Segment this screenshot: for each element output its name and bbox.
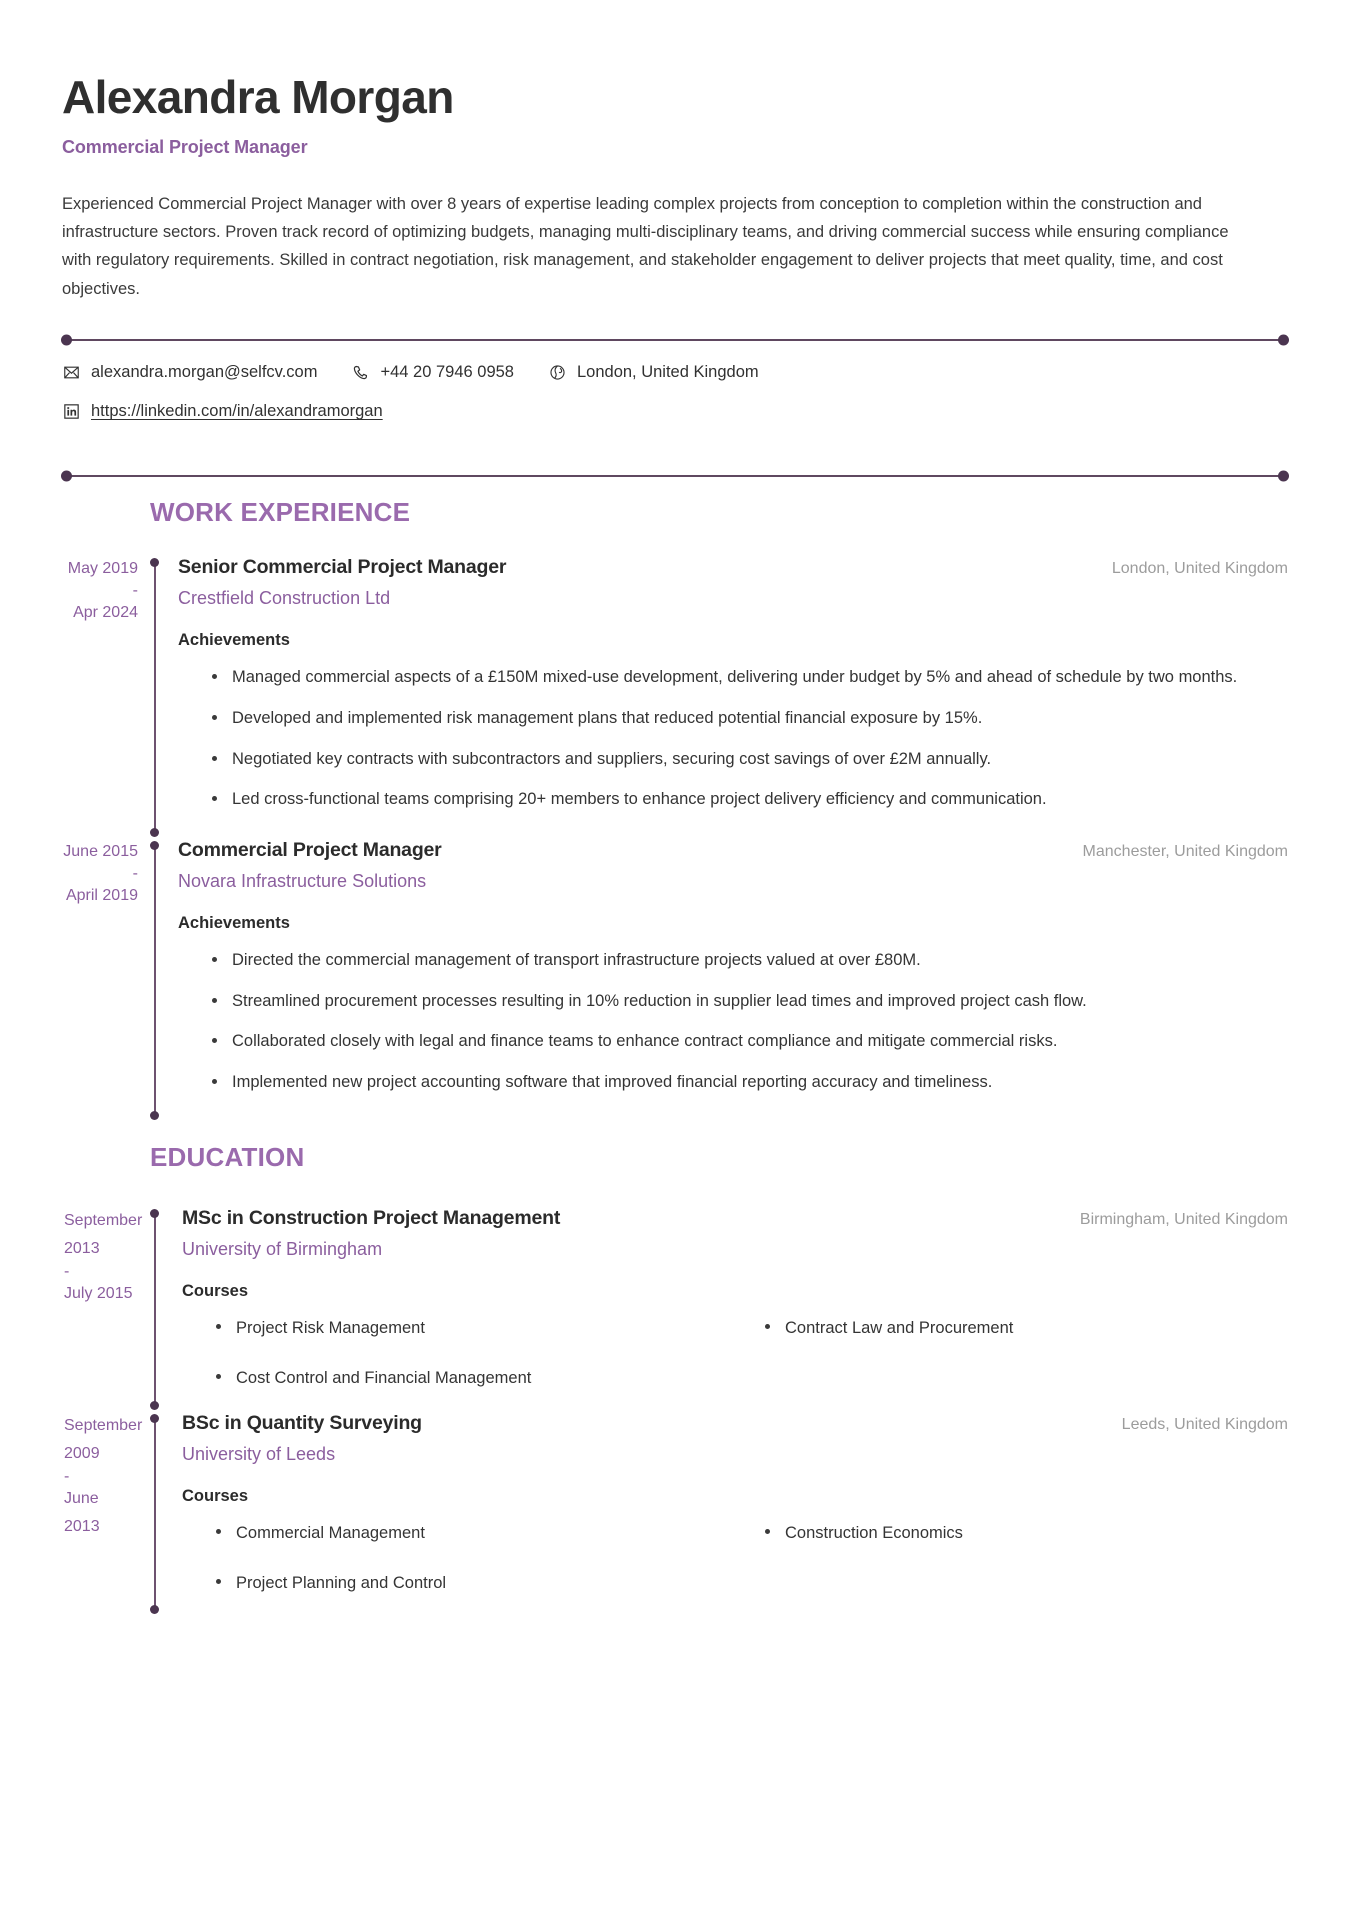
work-entry-date-start: June 2015 [63, 842, 138, 860]
education-entry-courses [182, 1520, 1288, 1597]
work-entry-company: Crestfield Construction Ltd [178, 588, 391, 609]
contact-divider-top [62, 339, 1288, 341]
work-entry-role: Commercial Project Manager [178, 838, 442, 861]
work-entry [62, 839, 1288, 1122]
timeline-axis [154, 845, 156, 1116]
education-entry-location: Leeds, United Kingdom [1121, 1415, 1288, 1433]
timeline-marker [150, 839, 162, 1122]
education-entry-date-start: September 2013 [64, 1211, 143, 1257]
timeline-dot-bottom [150, 828, 159, 837]
candidate-name: Alexandra Morgan [62, 71, 454, 123]
education-entry-header [182, 1412, 1288, 1435]
contact-email-text: alexandra.morgan@selfcv.com [91, 363, 318, 382]
timeline-dot-bottom [150, 1401, 159, 1410]
contact-phone-text: +44 20 7946 0958 [380, 363, 514, 382]
list-item: Cost Control and Financial Management [216, 1365, 739, 1391]
education-entry-date-end: June 2013 [64, 1490, 100, 1536]
work-entry-location: Manchester, United Kingdom [1082, 842, 1288, 860]
education-entry-dates [62, 1412, 150, 1617]
contact-row-secondary [62, 402, 1288, 421]
timeline-dot-bottom [150, 1111, 159, 1120]
work-entry-dates [62, 556, 150, 839]
section-title-education: EDUCATION [150, 1141, 305, 1172]
contact-block [62, 341, 1288, 439]
education-entry-location: Birmingham, United Kingdom [1079, 1210, 1288, 1228]
work-entry-date-end: April 2019 [65, 886, 138, 904]
education-entry-date-start: September 2009 [64, 1416, 143, 1462]
education-entry-subheading: Courses [182, 1281, 249, 1300]
globe-icon [548, 363, 567, 382]
timeline-marker [150, 1207, 162, 1412]
list-item: Project Risk Management [216, 1315, 739, 1341]
candidate-job-title: Commercial Project Manager [62, 136, 308, 157]
education-entry-institution: University of Leeds [182, 1443, 336, 1464]
work-experience-section [62, 497, 1288, 1122]
contact-location [548, 363, 759, 382]
education-entry [62, 1207, 1288, 1412]
phone-icon [351, 363, 370, 382]
list-item: Negotiated key contracts with subcontractors and suppliers, securing cost savings of over £2M annually. [212, 746, 1288, 773]
work-entry-achievements [178, 947, 1288, 1096]
work-entry-achievements [178, 664, 1288, 813]
timeline-marker [150, 556, 162, 839]
work-entry-dates [62, 839, 150, 1122]
education-entry [62, 1412, 1288, 1617]
section-title-work-experience: WORK EXPERIENCE [150, 497, 411, 528]
work-entry-date-dash: - [132, 582, 138, 600]
work-entry-header [178, 556, 1288, 579]
education-entry-dates [62, 1207, 150, 1412]
contact-location-text: London, United Kingdom [576, 363, 759, 382]
list-item: Construction Economics [765, 1520, 1288, 1546]
work-entry [62, 556, 1288, 839]
timeline-dot-bottom [150, 1605, 159, 1614]
work-entry-date-start: May 2019 [67, 560, 138, 578]
timeline-dot-top [150, 841, 159, 850]
contact-linkedin[interactable] [62, 402, 383, 421]
education-entry-date-end: July 2015 [64, 1285, 133, 1303]
work-entry-subheading: Achievements [178, 913, 290, 932]
contact-phone[interactable] [351, 363, 514, 382]
list-item: Managed commercial aspects of a £150M mixed-use development, delivering under budget by 5% and ahead of schedule by two months. [212, 664, 1288, 691]
list-item: Led cross-functional teams comprising 20+ members to enhance project delivery efficiency and communication. [212, 786, 1288, 813]
list-item: Project Planning and Control [216, 1570, 739, 1596]
professional-summary: Experienced Commercial Project Manager with over 8 years of expertise leading complex projects from conception to completion within the construction and infrastructure sectors. Proven track record of optimizing budgets, managing multi-disciplinary teams, and driving commercial success while ensuring compliance with regulatory requirements. Skilled in contract negotiation, risk management, and stakeholder engagement to deliver projects that meet quality, time, and cost objectives. [62, 194, 1229, 298]
education-entry-date-dash: - [64, 1262, 70, 1280]
work-entry-date-dash: - [132, 865, 138, 883]
education-entry-subheading: Courses [182, 1486, 249, 1505]
timeline-axis [154, 1213, 156, 1406]
resume-header [62, 72, 1288, 303]
education-entry-degree: MSc in Construction Project Management [182, 1206, 561, 1229]
timeline-axis [154, 562, 156, 833]
education-section [62, 1142, 1288, 1617]
timeline-dot-top [150, 1209, 159, 1218]
list-item: Collaborated closely with legal and finance teams to enhance contract compliance and mitigate commercial risks. [212, 1028, 1288, 1055]
contact-divider-bottom [62, 475, 1288, 477]
education-entry-degree: BSc in Quantity Surveying [182, 1411, 422, 1434]
timeline-axis [154, 1418, 156, 1611]
work-entry-company: Novara Infrastructure Solutions [178, 870, 427, 891]
education-entry-institution: University of Birmingham [182, 1238, 383, 1259]
list-item: Commercial Management [216, 1520, 739, 1546]
timeline-dot-top [150, 1414, 159, 1423]
work-entry-date-end: Apr 2024 [73, 604, 138, 622]
contact-email[interactable] [62, 363, 317, 382]
work-entry-body [162, 839, 1288, 1122]
education-entry-date-dash: - [64, 1467, 70, 1485]
education-entry-courses [182, 1315, 1288, 1392]
timeline-dot-top [150, 558, 159, 567]
education-entry-body [162, 1412, 1288, 1617]
list-item: Implemented new project accounting software that improved financial reporting accuracy and timeliness. [212, 1069, 1288, 1096]
list-item: Developed and implemented risk management plans that reduced potential financial exposure by 15%. [212, 705, 1288, 732]
work-entry-body [162, 556, 1288, 839]
contact-row-primary [62, 363, 1288, 382]
list-item: Contract Law and Procurement [765, 1315, 1288, 1341]
education-entry-body [162, 1207, 1288, 1412]
timeline-marker [150, 1412, 162, 1617]
work-entry-subheading: Achievements [178, 631, 290, 650]
list-item: Streamlined procurement processes resulting in 10% reduction in supplier lead times and improved project cash flow. [212, 988, 1288, 1015]
work-entry-role: Senior Commercial Project Manager [178, 556, 507, 579]
education-entry-header [182, 1207, 1288, 1230]
work-entry-location: London, United Kingdom [1111, 560, 1288, 578]
envelope-icon [62, 363, 81, 382]
contact-linkedin-text[interactable]: https://linkedin.com/in/alexandramorgan [91, 402, 383, 421]
list-item: Directed the commercial management of transport infrastructure projects valued at over £80M. [212, 947, 1288, 974]
linkedin-icon [62, 402, 81, 421]
work-entry-header [178, 839, 1288, 862]
